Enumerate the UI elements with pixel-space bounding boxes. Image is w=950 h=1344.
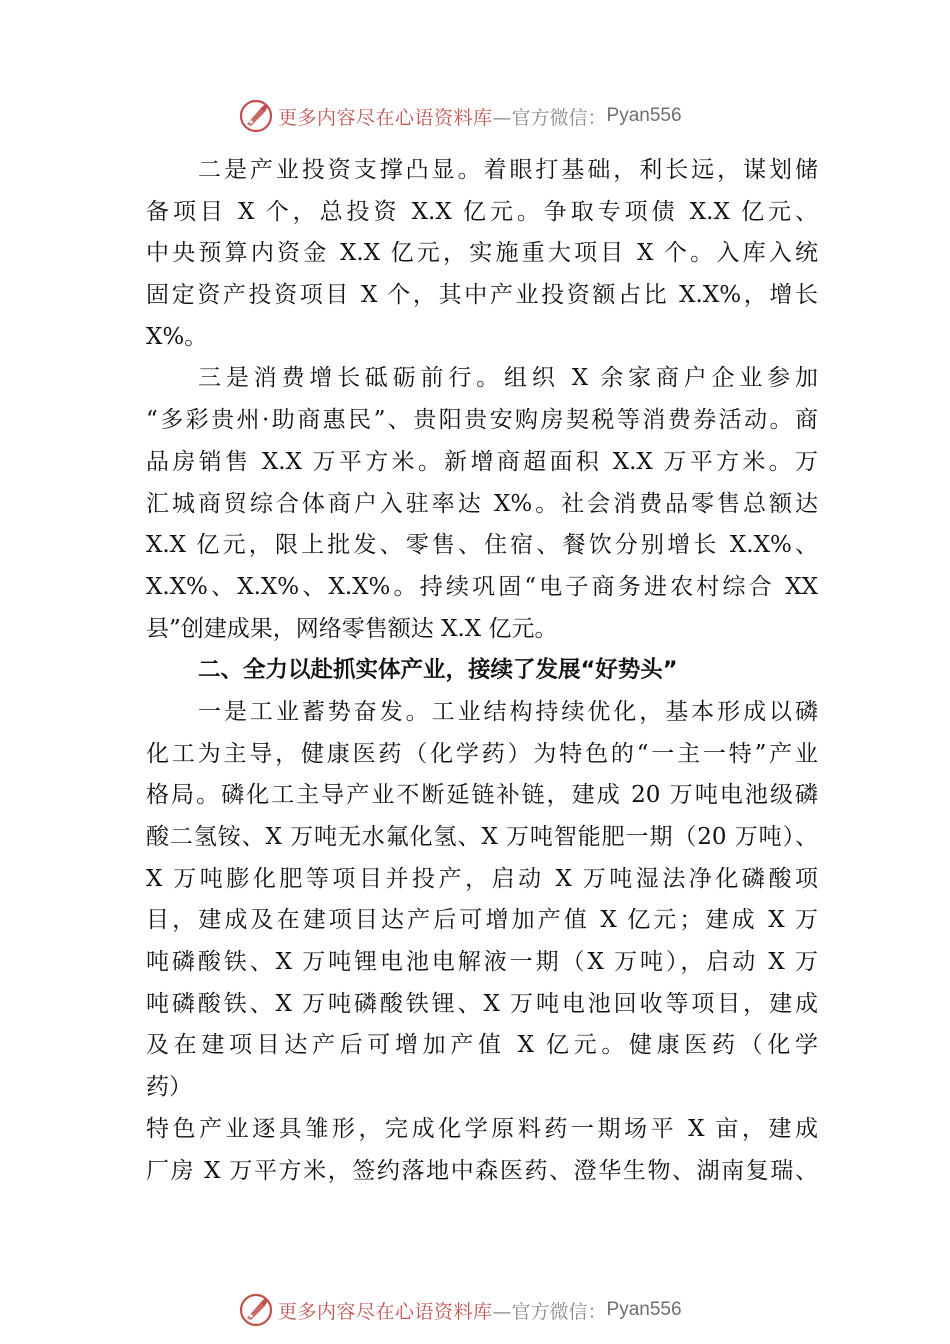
watermark-wechat-label: —官方微信： — [492, 1300, 607, 1323]
text-line: 吨磷酸铁、X 万吨锂电池电解液一期（X 万吨），启动 X 万 — [146, 949, 818, 976]
text-line: X 万吨膨化肥等项目并投产，启动 X 万吨湿法净化磷酸项 — [146, 865, 818, 892]
header-watermark — [238, 96, 738, 136]
watermark-site-text: 更多内容尽在心语资料库 — [278, 1300, 493, 1323]
text-line: 格局。磷化工主导产业不断延链补链，建成 20 万吨电池级磷 — [146, 782, 818, 809]
text-line: 中央预算内资金 X.X 亿元，实施重大项目 X 个。入库入统 — [146, 240, 818, 267]
text-line: 二是产业投资支撑凸显。着眼打基础，利长远，谋划储 — [198, 157, 818, 183]
text-line: 化工为主导，健康医药（化学药）为特色的“一主一特”产业 — [146, 740, 818, 767]
text-line: X%。 — [146, 323, 208, 350]
section-heading: 二、全力以赴抓实体产业，接续了发展“好势头” — [198, 657, 678, 684]
text-line: 及在建项目达产后可增加产值 X 亿元。健康医药（化学 — [146, 1032, 818, 1059]
watermark-site-text: 更多内容尽在心语资料库 — [278, 106, 493, 129]
footer-watermark — [238, 1290, 738, 1330]
text-line: 目，建成及在建项目达产后可增加产值 X 亿元；建成 X 万 — [146, 907, 818, 934]
text-line: 酸二氢铵、X 万吨无水氟化氢、X 万吨智能肥一期（20 万吨）、 — [146, 824, 818, 850]
text-line: 固定资产投资项目 X 个，其中产业投资额占比 X.X%，增长 — [146, 282, 818, 309]
watermark-wechat-id: Pyan556 — [606, 1299, 682, 1320]
text-line: 备项目 X 个，总投资 X.X 亿元。争取专项债 X.X 亿元、 — [146, 198, 818, 225]
pen-nib-logo-icon — [238, 1292, 274, 1328]
text-line: 厂房 X 万平方米，签约落地中森医药、澄华生物、湖南复瑞、 — [146, 1157, 818, 1184]
text-line: “多彩贵州·助商惠民”、贵阳贵安购房契税等消费券活动。商 — [146, 407, 818, 434]
text-line: 县”创建成果，网络零售额达 X.X 亿元。 — [146, 615, 558, 642]
text-line: X.X%、X.X%、X.X%。持续巩固“电子商务进农村综合 XX — [146, 573, 818, 600]
text-line: 三是消费增长砥砺前行。组织 X 余家商户企业参加 — [198, 365, 818, 392]
watermark-wechat-label: —官方微信： — [492, 106, 607, 129]
text-line: 药） — [146, 1074, 192, 1101]
text-line: 吨磷酸铁、X 万吨磷酸铁锂、X 万吨电池回收等项目，建成 — [146, 990, 818, 1017]
text-line: X.X 亿元，限上批发、零售、住宿、餐饮分别增长 X.X%、 — [146, 532, 818, 559]
text-line: 品房销售 X.X 万平方米。新增商超面积 X.X 万平方米。万 — [146, 448, 818, 475]
pen-nib-logo-icon — [238, 98, 274, 134]
text-line: 一是工业蓄势奋发。工业结构持续优化，基本形成以磷 — [198, 698, 818, 725]
text-line: 汇城商贸综合体商户入驻率达 X%。社会消费品零售总额达 — [146, 490, 818, 517]
text-line: 特色产业逐具雏形，完成化学原料药一期场平 X 亩，建成 — [146, 1115, 818, 1142]
document-body — [146, 150, 818, 1192]
watermark-wechat-id: Pyan556 — [606, 105, 682, 126]
